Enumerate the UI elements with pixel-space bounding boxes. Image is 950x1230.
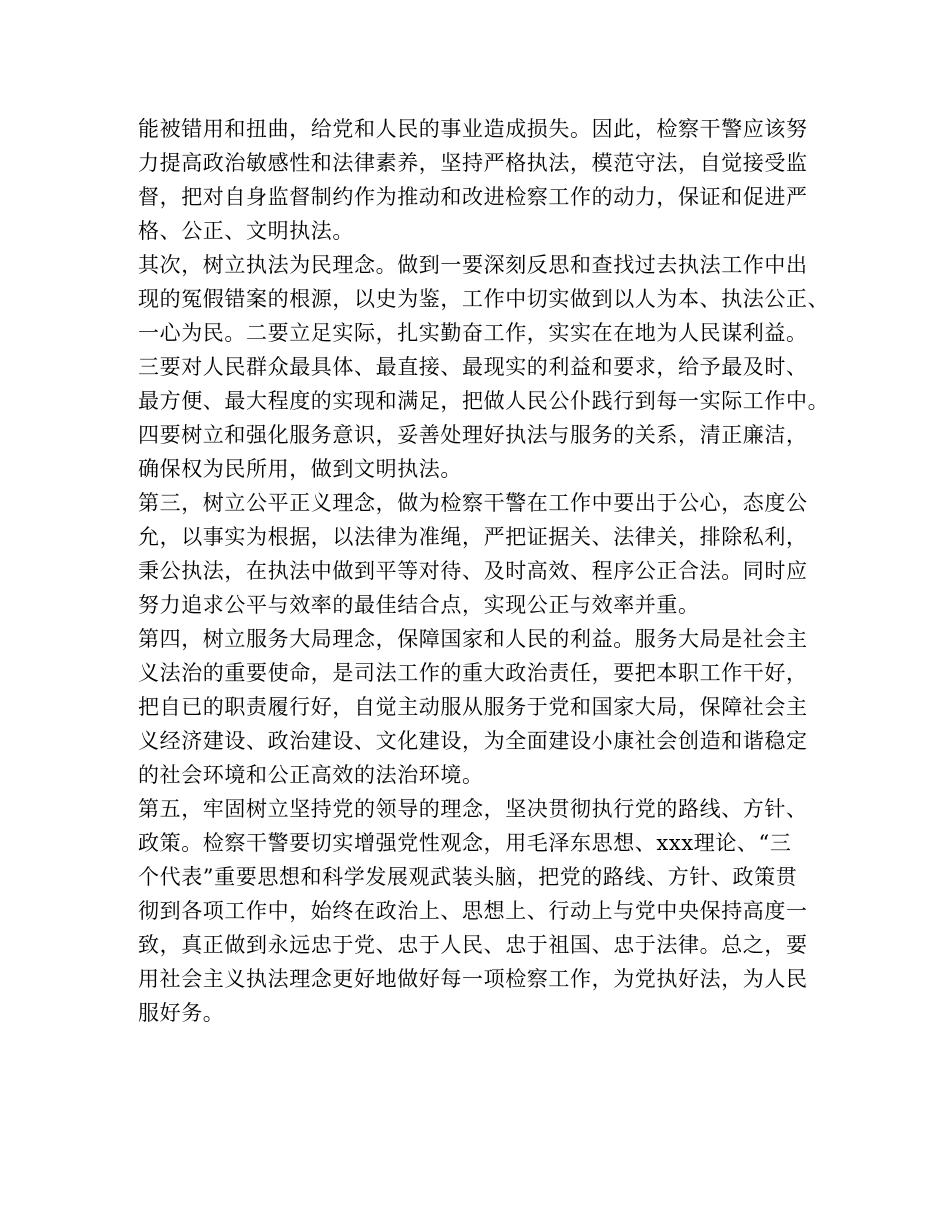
text-line-12: 第三，树立公平正义理念，做为检察干警在工作中要出于公心，态度公 bbox=[138, 491, 808, 515]
text-line-27: 服好务。 bbox=[138, 1001, 225, 1025]
text-line-21: 第五，牢固树立坚持党的领导的理念，坚决贯彻执行党的路线、方针、 bbox=[138, 797, 808, 821]
text-line-26: 用社会主义执法理念更好地做好每一项检察工作，为党执好法，为人民 bbox=[138, 967, 808, 991]
text-line-15: 努力追求公平与效率的最佳结合点，实现公正与效率并重。 bbox=[138, 593, 700, 617]
text-line-6: 现的冤假错案的根源，以史为鉴，工作中切实做到以人为本、执法公正、 bbox=[138, 287, 830, 311]
text-line-24: 彻到各项工作中，始终在政治上、思想上、行动上与党中央保持高度一 bbox=[138, 899, 808, 923]
text-line-25: 致，真正做到永远忠于党、忠于人民、忠于祖国、忠于法律。总之，要 bbox=[138, 933, 808, 957]
text-line-20: 的社会环境和公正高效的法治环境。 bbox=[138, 763, 484, 787]
text-line-18: 把自已的职责履行好，自觉主动服从服务于党和国家大局，保障社会主 bbox=[138, 695, 808, 719]
document-body bbox=[138, 112, 828, 1030]
text-line-5: 其次，树立执法为民理念。做到一要深刻反思和查找过去执法工作中出 bbox=[138, 253, 808, 277]
text-line-8: 三要对人民群众最具体、最直接、最现实的利益和要求，给予最及时、 bbox=[138, 355, 808, 379]
text-line-9: 最方便、最大程度的实现和满足，把做人民公仆践行到每一实际工作中。 bbox=[138, 389, 830, 413]
text-line-14: 秉公执法，在执法中做到平等对待、及时高效、程序公正合法。同时应 bbox=[138, 559, 808, 583]
text-line-3: 督，把对自身监督制约作为推动和改进检察工作的动力，保证和促进严 bbox=[138, 185, 808, 209]
text-line-11: 确保权为民所用，做到文明执法。 bbox=[138, 457, 462, 481]
text-line-16: 第四，树立服务大局理念，保障国家和人民的利益。服务大局是社会主 bbox=[138, 627, 808, 651]
text-line-23: 个代表”重要思想和科学发展观武装头脑，把党的路线、方针、政策贯 bbox=[138, 865, 798, 889]
text-line-4: 格、公正、文明执法。 bbox=[138, 219, 354, 243]
text-line-17: 义法治的重要使命，是司法工作的重大政治责任，要把本职工作干好， bbox=[138, 661, 808, 685]
text-line-7: 一心为民。二要立足实际，扎实勤奋工作，实实在在地为人民谋利益。 bbox=[138, 321, 808, 345]
text-line-2: 力提高政治敏感性和法律素养，坚持严格执法，模范守法，自觉接受监 bbox=[138, 151, 808, 175]
text-line-22: 政策。检察干警要切实增强党性观念，用毛泽东思想、xxx理论、“三 bbox=[138, 831, 792, 855]
text-line-19: 义经济建设、政治建设、文化建设，为全面建设小康社会创造和谐稳定 bbox=[138, 729, 808, 753]
text-line-13: 允，以事实为根据，以法律为准绳，严把证据关、法律关，排除私利， bbox=[138, 525, 808, 549]
text-line-10: 四要树立和强化服务意识，妥善处理好执法与服务的关系，清正廉洁， bbox=[138, 423, 808, 447]
text-line-1: 能被错用和扭曲，给党和人民的事业造成损失。因此，检察干警应该努 bbox=[138, 117, 808, 141]
